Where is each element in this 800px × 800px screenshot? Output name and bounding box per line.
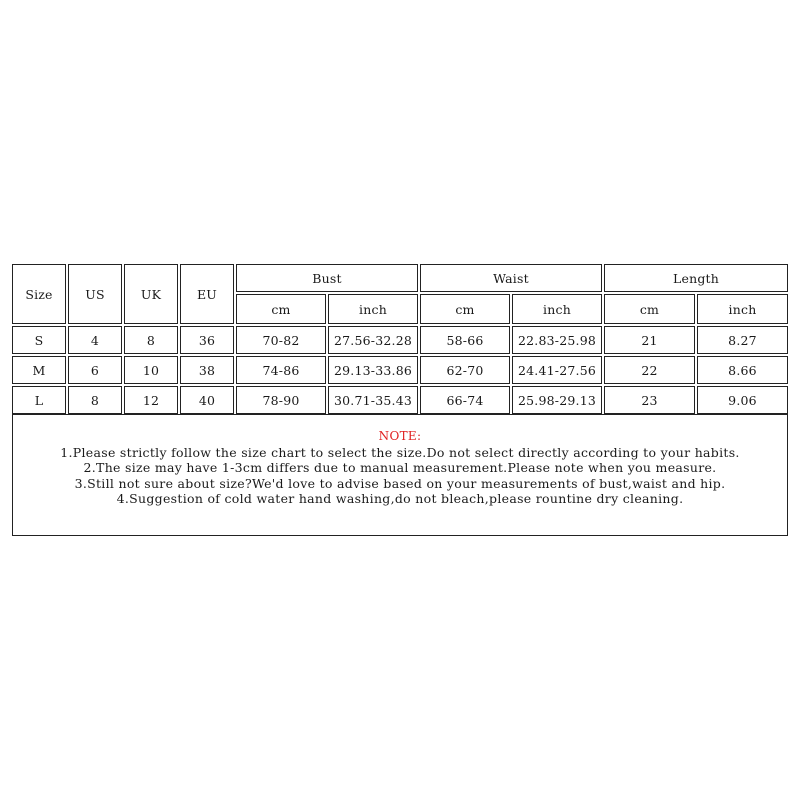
header-eu: EU	[180, 264, 234, 324]
size-chart	[12, 264, 788, 536]
header-length-cm: cm	[604, 294, 695, 324]
row-s-us: 4	[68, 326, 122, 354]
header-bust-inch: inch	[328, 294, 418, 324]
row-s-bust-inch: 27.56-32.28	[328, 326, 418, 354]
row-l-eu: 40	[180, 386, 234, 414]
row-l-bust-inch: 30.71-35.43	[328, 386, 418, 414]
note-line-3: 3.Still not sure about size?We'd love to advise based on your measurements of bust,waist and hip.	[74, 475, 726, 491]
row-l-waist-cm: 66-74	[420, 386, 510, 414]
row-s-uk: 8	[124, 326, 178, 354]
header-us: US	[68, 264, 122, 324]
note-line-4: 4.Suggestion of cold water hand washing,do not bleach,please rountine dry cleaning.	[116, 491, 684, 506]
row-l-length-inch: 9.06	[697, 386, 788, 414]
row-s-waist-inch: 22.83-25.98	[512, 326, 602, 354]
row-l-length-cm: 23	[604, 386, 695, 414]
row-l-uk: 12	[124, 386, 178, 414]
row-m-size: M	[12, 356, 66, 384]
row-m-waist-cm: 62-70	[420, 356, 510, 384]
row-m-uk: 10	[124, 356, 178, 384]
row-m-length-cm: 22	[604, 356, 695, 384]
row-l-us: 8	[68, 386, 122, 414]
row-m-waist-inch: 24.41-27.56	[512, 356, 602, 384]
header-size: Size	[12, 264, 66, 324]
row-s-bust-cm: 70-82	[236, 326, 326, 354]
note-line-2: 2.The size may have 1-3cm differs due to manual measurement.Please note when you measure.	[83, 460, 717, 475]
row-s-eu: 36	[180, 326, 234, 354]
row-m-bust-cm: 74-86	[236, 356, 326, 384]
row-l-waist-inch: 25.98-29.13	[512, 386, 602, 414]
row-l-size: L	[12, 386, 66, 414]
note-title: NOTE:	[378, 429, 422, 443]
row-s-waist-cm: 58-66	[420, 326, 510, 354]
header-waist-cm: cm	[420, 294, 510, 324]
header-waist: Waist	[420, 264, 602, 292]
row-m-us: 6	[68, 356, 122, 384]
row-s-size: S	[12, 326, 66, 354]
row-s-length-cm: 21	[604, 326, 695, 354]
note-line-1: 1.Please strictly follow the size chart to select the size.Do not select directly according to your habits.	[60, 444, 740, 460]
row-m-length-inch: 8.66	[697, 356, 788, 384]
row-s-length-inch: 8.27	[697, 326, 788, 354]
header-bust: Bust	[236, 264, 418, 292]
header-bust-cm: cm	[236, 294, 326, 324]
header-waist-inch: inch	[512, 294, 602, 324]
row-m-eu: 38	[180, 356, 234, 384]
notes-box	[12, 414, 788, 536]
header-length-inch: inch	[697, 294, 788, 324]
row-m-bust-inch: 29.13-33.86	[328, 356, 418, 384]
header-length: Length	[604, 264, 788, 292]
header-uk: UK	[124, 264, 178, 324]
row-l-bust-cm: 78-90	[236, 386, 326, 414]
